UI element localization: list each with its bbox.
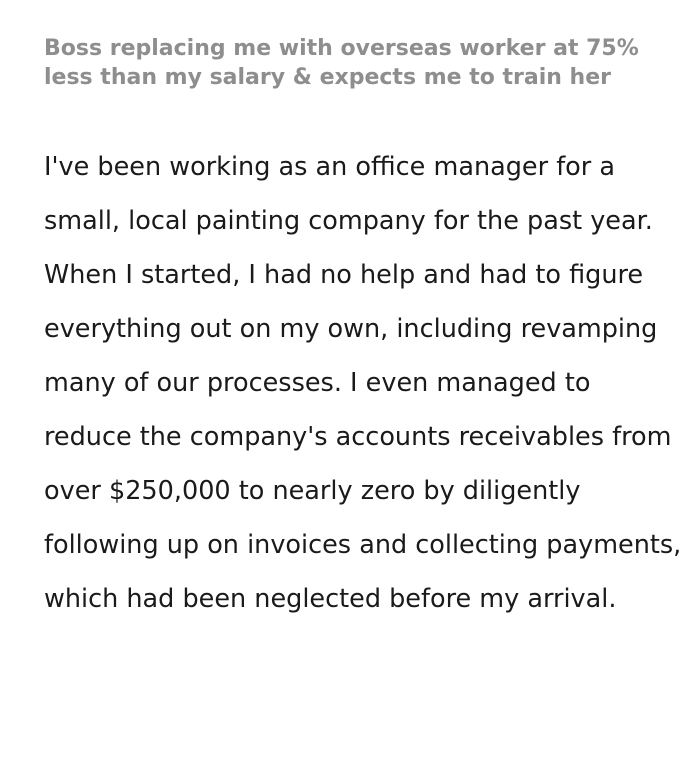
post-title: Boss replacing me with overseas worker at 75% less than my salary & expects me to train her [44,36,639,90]
post-body: I've been working as an office manager for a small, local painting company for the past year. When I started, I had no help and had to figure everything out on my own, including revamping many of our processes. I even managed to reduce the company's accounts receivables from over $250,000 to nearly zero by diligently following up on invoices and collecting payments, which had been neglected before my arrival. [44,152,682,614]
